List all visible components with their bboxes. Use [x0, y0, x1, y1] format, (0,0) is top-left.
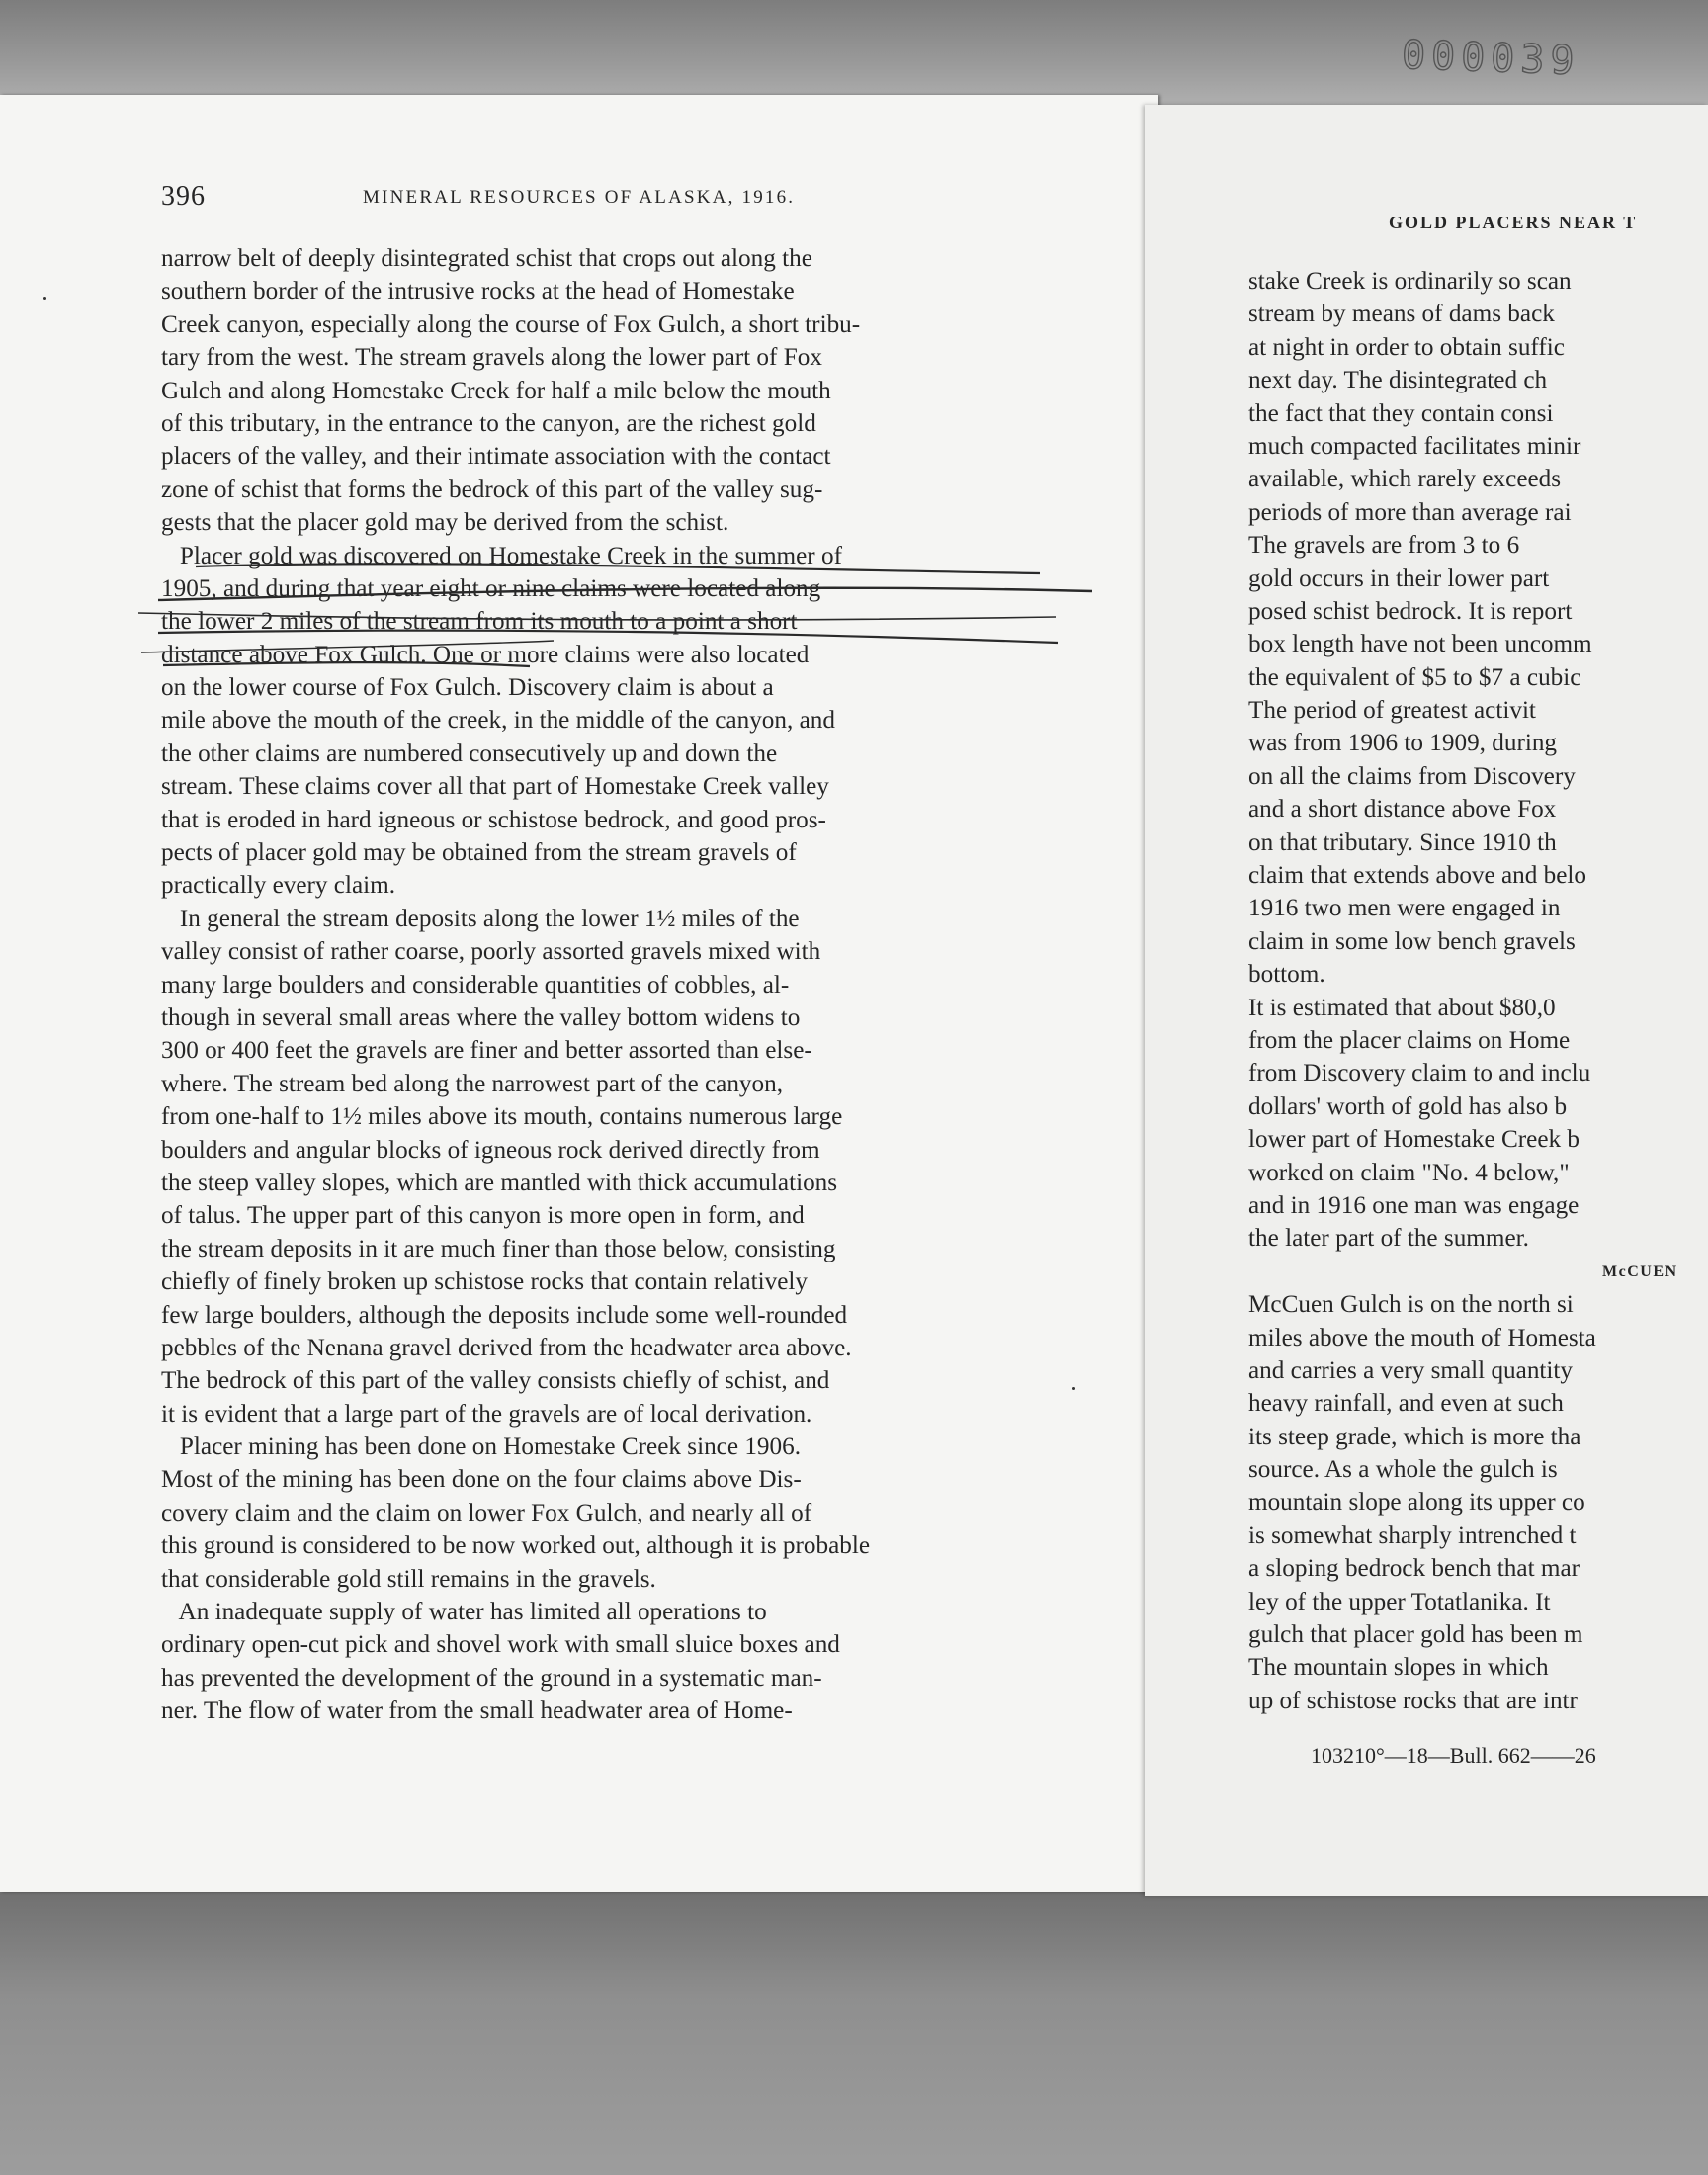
- text-line: stake Creek is ordinarily so scan: [1248, 268, 1572, 295]
- text-line: the steep valley slopes, which are mantled with thick accumulations: [161, 1169, 838, 1196]
- text-line: periods of more than average rai: [1248, 498, 1572, 526]
- text-line: on the lower course of Fox Gulch. Discovery claim is about a: [161, 674, 774, 702]
- scan-speck: [43, 297, 46, 300]
- text-line: boulders and angular blocks of igneous rock derived directly from: [161, 1136, 820, 1164]
- text-line: ner. The flow of water from the small headwater area of Home-: [161, 1697, 793, 1725]
- text-line: pects of placer gold may be obtained from the stream gravels of: [161, 839, 797, 867]
- text-line: The mountain slopes in which: [1248, 1654, 1549, 1682]
- signature-line: 103210°—18—Bull. 662——26: [1311, 1743, 1596, 1768]
- text-line: worked on claim "No. 4 below,": [1248, 1159, 1570, 1186]
- text-line: pebbles of the Nenana gravel derived from the headwater area above.: [161, 1334, 852, 1361]
- text-line: though in several small areas where the valley bottom widens to: [161, 1003, 801, 1031]
- text-line: available, which rarely exceeds: [1248, 466, 1562, 493]
- text-line: a sloping bedrock bench that mar: [1248, 1555, 1580, 1583]
- text-line: that considerable gold still remains in the gravels.: [161, 1565, 656, 1593]
- text-line: covery claim and the claim on lower Fox Gulch, and nearly all of: [161, 1499, 812, 1526]
- text-line: the later part of the summer.: [1248, 1225, 1529, 1253]
- text-line: many large boulders and considerable quantities of cobbles, al-: [161, 971, 790, 999]
- text-line: of talus. The upper part of this canyon is more open in form, and: [161, 1202, 805, 1230]
- text-line: and a short distance above Fox: [1248, 796, 1557, 824]
- text-line: Gulch and along Homestake Creek for half a mile below the mouth: [161, 377, 831, 404]
- text-line: up of schistose rocks that are intr: [1248, 1687, 1578, 1714]
- right-running-head: GOLD PLACERS NEAR T: [1389, 213, 1638, 232]
- text-line: gests that the placer gold may be derived from the schist.: [161, 509, 729, 537]
- left-body-text: [161, 242, 1041, 1728]
- text-line: stream. These claims cover all that part of Homestake Creek valley: [161, 773, 829, 801]
- text-line: from Discovery claim to and inclu: [1248, 1060, 1591, 1088]
- text-line: much compacted facilitates minir: [1248, 432, 1581, 460]
- text-line: miles above the mouth of Homesta: [1248, 1324, 1596, 1351]
- text-line: ordinary open-cut pick and shovel work with small sluice boxes and: [161, 1631, 840, 1659]
- text-line: valley consist of rather coarse, poorly assorted gravels mixed with: [161, 938, 821, 966]
- text-line: distance above Fox Gulch. One or more claims were also located: [161, 641, 810, 668]
- text-line: 300 or 400 feet the gravels are finer and better assorted than else-: [161, 1037, 812, 1065]
- text-line: Placer gold was discovered on Homestake Creek in the summer of: [161, 542, 842, 569]
- text-line: from one-half to 1½ miles above its mouth, contains numerous large: [161, 1103, 843, 1131]
- text-line: 1916 two men were engaged in: [1248, 895, 1561, 922]
- text-line: the other claims are numbered consecutively up and down the: [161, 740, 778, 767]
- text-line: the equivalent of $5 to $7 a cubic: [1248, 663, 1581, 691]
- text-line: source. As a whole the gulch is: [1248, 1456, 1558, 1484]
- text-line: from the placer claims on Home: [1248, 1026, 1571, 1054]
- text-line: of this tributary, in the entrance to the canyon, are the richest gold: [161, 409, 816, 437]
- text-line: placers of the valley, and their intimate association with the contact: [161, 443, 831, 471]
- text-line: 1905, and during that year eight or nine claims were located along: [161, 574, 821, 602]
- text-line: ley of the upper Totatlanika. It: [1248, 1588, 1551, 1615]
- page-number: 396: [161, 181, 206, 212]
- text-line: southern border of the intrusive rocks at the head of Homestake: [161, 278, 795, 305]
- text-line: next day. The disintegrated ch: [1248, 367, 1548, 394]
- scanner-shadow-bottom: [0, 1883, 1708, 2175]
- text-line: An inadequate supply of water has limited all operations to: [161, 1599, 767, 1626]
- text-line: few large boulders, although the deposits include some well-rounded: [161, 1301, 848, 1329]
- text-line: Placer mining has been done on Homestake Creek since 1906.: [161, 1434, 802, 1461]
- text-line: is somewhat sharply intrenched t: [1248, 1522, 1577, 1549]
- text-line: was from 1906 to 1909, during: [1248, 730, 1558, 757]
- text-line: its steep grade, which is more tha: [1248, 1423, 1581, 1450]
- text-line: lower part of Homestake Creek b: [1248, 1126, 1580, 1154]
- text-line: claim in some low bench gravels: [1248, 927, 1576, 955]
- page-stamp: 000039: [1401, 32, 1581, 85]
- text-line: McCuen Gulch is on the north si: [1248, 1291, 1574, 1319]
- text-line: dollars' worth of gold has also b: [1248, 1092, 1568, 1120]
- text-line: that is eroded in hard igneous or schistose bedrock, and good pros-: [161, 806, 826, 833]
- text-line: chiefly of finely broken up schistose rocks that contain relatively: [161, 1268, 808, 1296]
- text-line: The period of greatest activit: [1248, 697, 1536, 725]
- text-line: gulch that placer gold has been m: [1248, 1621, 1583, 1649]
- text-line: on all the claims from Discovery: [1248, 762, 1576, 790]
- text-line: In general the stream deposits along the lower 1½ miles of the: [161, 905, 800, 932]
- text-line: Most of the mining has been done on the four claims above Dis-: [161, 1466, 802, 1494]
- scan-speck: [1072, 1387, 1075, 1390]
- text-line: The bedrock of this part of the valley consists chiefly of schist, and: [161, 1367, 830, 1395]
- text-line: the stream deposits in it are much finer than those below, consisting: [161, 1235, 836, 1262]
- left-running-head: [161, 181, 1051, 217]
- text-line: It is estimated that about $80,0: [1248, 994, 1556, 1021]
- text-line: it is evident that a large part of the gravels are of local derivation.: [161, 1400, 812, 1428]
- text-line: box length have not been uncomm: [1248, 631, 1592, 658]
- running-title: MINERAL RESOURCES OF ALASKA, 1916.: [363, 187, 796, 208]
- text-line: Creek canyon, especially along the course of Fox Gulch, a short tribu-: [161, 310, 861, 338]
- text-line: stream by means of dams back: [1248, 301, 1555, 328]
- text-line: the fact that they contain consi: [1248, 399, 1554, 427]
- text-line: heavy rainfall, and even at such: [1248, 1390, 1564, 1418]
- text-line: has prevented the development of the ground in a systematic man-: [161, 1664, 822, 1692]
- text-line: on that tributary. Since 1910 th: [1248, 828, 1557, 856]
- text-line: at night in order to obtain suffic: [1248, 333, 1565, 361]
- text-line: practically every claim.: [161, 872, 396, 900]
- section-heading: McCUEN: [1602, 1262, 1678, 1280]
- text-line: zone of schist that forms the bedrock of this part of the valley sug-: [161, 476, 823, 503]
- text-line: where. The stream bed along the narrowest part of the canyon,: [161, 1070, 783, 1097]
- text-line: this ground is considered to be now worked out, although it is probable: [161, 1532, 871, 1560]
- text-line: claim that extends above and belo: [1248, 862, 1587, 890]
- text-line: and in 1916 one man was engage: [1248, 1191, 1580, 1219]
- text-line: the lower 2 miles of the stream from its mouth to a point a short: [161, 608, 798, 636]
- text-line: mile above the mouth of the creek, in the middle of the canyon, and: [161, 707, 835, 735]
- text-line: The gravels are from 3 to 6: [1248, 532, 1520, 560]
- text-line: and carries a very small quantity: [1248, 1356, 1574, 1384]
- text-line: narrow belt of deeply disintegrated schist that crops out along the: [161, 245, 812, 272]
- text-line: tary from the west. The stream gravels along the lower part of Fox: [161, 344, 822, 372]
- right-body-text: [1248, 265, 1680, 1717]
- text-line: mountain slope along its upper co: [1248, 1489, 1585, 1517]
- text-line: posed schist bedrock. It is report: [1248, 597, 1573, 625]
- text-line: bottom.: [1248, 961, 1325, 989]
- text-line: gold occurs in their lower part: [1248, 565, 1550, 592]
